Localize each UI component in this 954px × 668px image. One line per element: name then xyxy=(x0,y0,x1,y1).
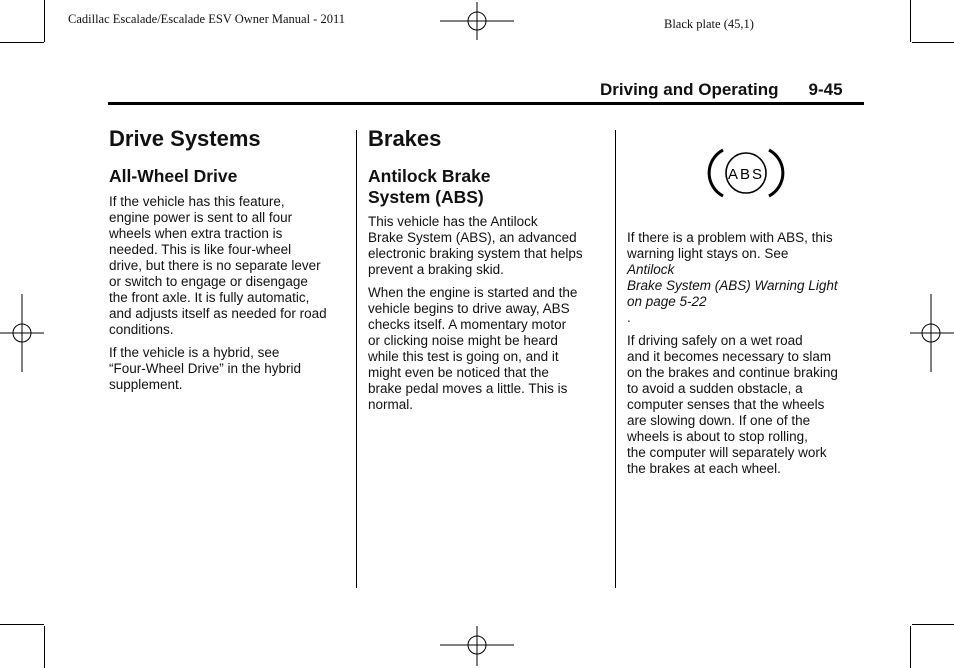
header-rule xyxy=(108,102,864,105)
paragraph: If the vehicle is a hybrid, see “Four-Wheel Drive” in the hybrid supplement. xyxy=(109,345,302,392)
column-brakes xyxy=(368,126,606,413)
crop-mark xyxy=(0,42,44,43)
page-number: 9-45 xyxy=(808,80,843,99)
abs-icon-label: ABS xyxy=(727,166,765,183)
subsection-heading: Antilock Brake System (ABS) xyxy=(368,166,491,207)
crop-mark xyxy=(910,0,911,42)
registration-mark-bottom xyxy=(440,626,514,666)
crop-mark xyxy=(912,42,954,43)
registration-mark-top xyxy=(440,2,514,42)
column-divider xyxy=(615,130,616,588)
paragraph: If there is a problem with ABS, this warning light stays on. See Antilock Brake System (ABS) Warning Light on page 5-22 . xyxy=(627,230,838,325)
paragraph: If driving safely on a wet road and it becomes necessary to slam on the brakes and continue braking to avoid a sudden obstacle, a computer senses that the wheels are slowing down. If one of the wheels is about to stop rolling, the computer will separately work the brakes at each wheel. xyxy=(627,333,838,476)
plate-number: Black plate (45,1) xyxy=(664,17,754,31)
section-heading: Drive Systems xyxy=(109,126,261,151)
column-abs-warning xyxy=(627,126,865,477)
crop-mark xyxy=(44,0,45,42)
registration-mark-left xyxy=(0,294,44,372)
cross-reference[interactable]: Antilock xyxy=(627,262,675,277)
cross-reference[interactable]: Brake System (ABS) Warning Light xyxy=(627,278,838,293)
crop-mark xyxy=(0,624,44,625)
crop-mark xyxy=(912,624,954,625)
column-drive-systems xyxy=(109,126,347,393)
section-title: Driving and Operating xyxy=(600,80,779,99)
section-heading: Brakes xyxy=(368,126,442,151)
abs-warning-icon xyxy=(627,126,865,224)
crop-mark xyxy=(44,626,45,668)
paragraph: When the engine is started and the vehicle begins to drive away, ABS checks itself. A momentary motor or clicking noise might be heard while this test is going on, and it might even be noticed that the brake pedal moves a little. This is normal. xyxy=(368,285,578,412)
subsection-heading: All-Wheel Drive xyxy=(109,166,238,186)
paragraph: This vehicle has the Antilock Brake System (ABS), an advanced electronic braking system that helps prevent a braking skid. xyxy=(368,214,583,277)
column-divider xyxy=(356,130,357,588)
registration-mark-right xyxy=(910,294,954,372)
plate-title: Cadillac Escalade/Escalade ESV Owner Manual - 2011 xyxy=(68,12,345,26)
cross-reference[interactable]: on page 5-22 xyxy=(627,294,707,309)
paragraph: If the vehicle has this feature, engine power is sent to all four wheels when extra traction is needed. This is like four-wheel drive, but there is no separate lever or switch to engage or disengage the front axle. It is fully automatic, and adjusts itself as needed for road conditions. xyxy=(109,194,327,337)
crop-mark xyxy=(910,626,911,668)
running-head xyxy=(600,80,843,100)
